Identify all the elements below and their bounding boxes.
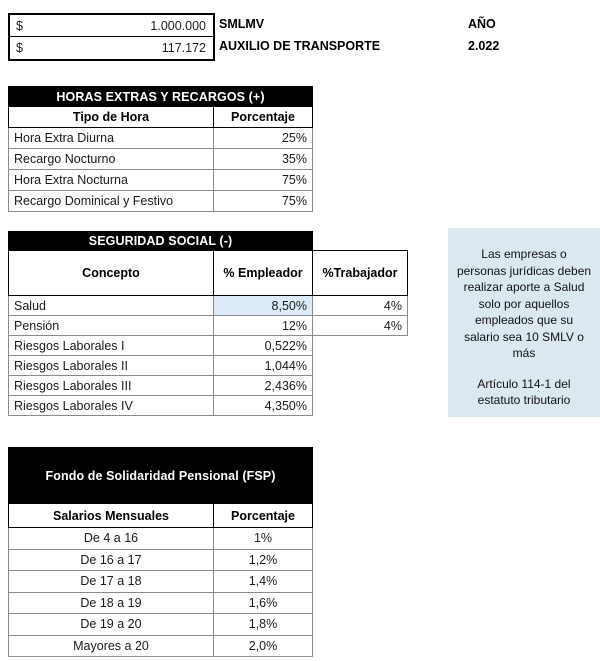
table-row[interactable]	[9, 614, 313, 636]
cell-concepto[interactable]: Pensión	[9, 316, 214, 336]
column-header-empleador: % Empleador	[214, 251, 313, 296]
note-spacer	[456, 362, 592, 376]
cell-porcentaje[interactable]: 2,0%	[214, 635, 313, 657]
column-header-trabajador: %Trabajador	[313, 251, 408, 296]
column-header-concepto: Concepto	[9, 251, 214, 296]
auxilio-amount: 117.172	[161, 41, 206, 55]
salary-values-box	[8, 13, 215, 61]
cell-trabajador-empty	[313, 376, 408, 396]
cell-trabajador-empty	[313, 356, 408, 376]
horas-extras-title: HORAS EXTRAS Y RECARGOS (+)	[9, 87, 313, 107]
cell-concepto[interactable]: Salud	[9, 296, 214, 316]
column-header-porcentaje: Porcentaje	[214, 504, 313, 528]
cell-porcentaje[interactable]: 1,6%	[214, 592, 313, 614]
cell-rango-salarios[interactable]: De 19 a 20	[9, 614, 214, 636]
fsp-title: Fondo de Solidaridad Pensional (FSP)	[9, 448, 313, 504]
column-header-porcentaje: Porcentaje	[214, 107, 313, 128]
table-header-row	[9, 251, 408, 296]
table-row[interactable]	[9, 316, 408, 336]
column-header-tipo-hora: Tipo de Hora	[9, 107, 214, 128]
cell-rango-salarios[interactable]: De 18 a 19	[9, 592, 214, 614]
cell-concepto[interactable]: Riesgos Laborales II	[9, 356, 214, 376]
cell-porcentaje[interactable]: 1,8%	[214, 614, 313, 636]
cell-concepto[interactable]: Riesgos Laborales III	[9, 376, 214, 396]
horas-extras-table	[8, 86, 313, 212]
table-row[interactable]	[9, 635, 313, 657]
currency-symbol: $	[16, 18, 23, 33]
column-header-salarios-mensuales: Salarios Mensuales	[9, 504, 214, 528]
cell-tipo-hora[interactable]: Recargo Dominical y Festivo	[9, 191, 214, 212]
table-row[interactable]	[9, 592, 313, 614]
cell-tipo-hora[interactable]: Hora Extra Diurna	[9, 128, 214, 149]
table-title-row	[9, 87, 313, 107]
cell-porcentaje[interactable]: 1%	[214, 528, 313, 550]
cell-trabajador-empty	[313, 336, 408, 356]
cell-porcentaje[interactable]: 1,2%	[214, 549, 313, 571]
label-anio: AÑO	[468, 17, 496, 31]
cell-rango-salarios[interactable]: De 16 a 17	[9, 549, 214, 571]
cell-tipo-hora[interactable]: Recargo Nocturno	[9, 149, 214, 170]
table-header-row	[9, 504, 313, 528]
title-row-spacer	[313, 232, 408, 251]
cell-empleador[interactable]: 2,436%	[214, 376, 313, 396]
cell-empleador[interactable]: 12%	[214, 316, 313, 336]
smlmv-amount: 1.000.000	[150, 18, 206, 33]
cell-porcentaje[interactable]: 1,4%	[214, 571, 313, 593]
note-paragraph-1: Las empresas o personas jurídicas deben realizar aporte a Salud solo por aquellos empleados que su salario sea 10 SMLV o más	[456, 247, 592, 360]
cell-concepto[interactable]: Riesgos Laborales I	[9, 336, 214, 356]
cell-empleador[interactable]: 1,044%	[214, 356, 313, 376]
table-row[interactable]	[9, 170, 313, 191]
table-header-row	[9, 107, 313, 128]
table-row[interactable]	[9, 549, 313, 571]
cell-trabajador[interactable]: 4%	[313, 296, 408, 316]
label-auxilio-transporte: AUXILIO DE TRANSPORTE	[219, 39, 381, 53]
seguridad-social-title: SEGURIDAD SOCIAL (-)	[9, 232, 313, 251]
cell-empleador-selected[interactable]: 8,50%	[214, 296, 313, 316]
label-smlmv: SMLMV	[219, 17, 265, 31]
fsp-table	[8, 447, 313, 657]
salary-row-smlmv[interactable]	[10, 15, 213, 37]
cell-trabajador-empty	[313, 396, 408, 416]
cell-empleador[interactable]: 0,522%	[214, 336, 313, 356]
table-row[interactable]	[9, 336, 408, 356]
cell-porcentaje[interactable]: 75%	[214, 191, 313, 212]
cell-porcentaje[interactable]: 25%	[214, 128, 313, 149]
cell-porcentaje[interactable]: 35%	[214, 149, 313, 170]
table-title-row	[9, 448, 313, 504]
cell-tipo-hora[interactable]: Hora Extra Nocturna	[9, 170, 214, 191]
seguridad-social-table	[8, 231, 408, 416]
currency-symbol: $	[16, 41, 23, 55]
value-anio: 2.022	[468, 39, 500, 53]
info-note-box	[448, 228, 600, 417]
table-row[interactable]	[9, 149, 313, 170]
cell-rango-salarios[interactable]: Mayores a 20	[9, 635, 214, 657]
table-row[interactable]	[9, 376, 408, 396]
cell-rango-salarios[interactable]: De 4 a 16	[9, 528, 214, 550]
table-row[interactable]	[9, 571, 313, 593]
table-row[interactable]	[9, 528, 313, 550]
cell-trabajador[interactable]: 4%	[313, 316, 408, 336]
table-row[interactable]	[9, 128, 313, 149]
salary-row-auxilio[interactable]	[10, 37, 213, 59]
table-title-row	[9, 232, 408, 251]
cell-concepto[interactable]: Riesgos Laborales IV	[9, 396, 214, 416]
cell-porcentaje[interactable]: 75%	[214, 170, 313, 191]
cell-rango-salarios[interactable]: De 17 a 18	[9, 571, 214, 593]
cell-empleador[interactable]: 4,350%	[214, 396, 313, 416]
table-row[interactable]	[9, 356, 408, 376]
note-paragraph-2: Artículo 114-1 del estatuto tributario	[477, 376, 571, 407]
table-row[interactable]	[9, 191, 313, 212]
table-row[interactable]	[9, 296, 408, 316]
table-row[interactable]	[9, 396, 408, 416]
